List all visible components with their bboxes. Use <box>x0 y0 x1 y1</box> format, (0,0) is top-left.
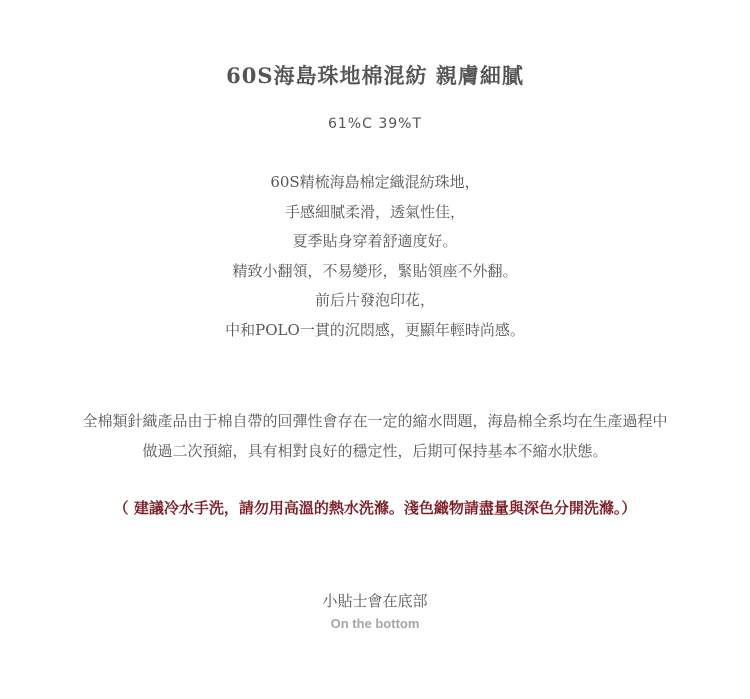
product-title: 60S海島珠地棉混紡 親膚細膩 <box>226 63 524 88</box>
shrinkage-line: 全棉類針織產品由于棉自帶的回彈性會存在一定的縮水問題，海島棉全系均在生產過程中 <box>82 412 668 430</box>
description-line: 手感細膩柔滑，透氣性佳， <box>284 202 465 221</box>
tip-heading: 小貼士會在底部 <box>322 592 428 610</box>
description-line: 前后片發泡印花， <box>314 291 435 310</box>
shrinkage-line: 做過二次預縮，具有相對良好的穩定性，后期可保持基本不縮水狀態。 <box>142 441 608 460</box>
description-line: 夏季貼身穿着舒適度好。 <box>292 232 458 251</box>
description-line: 中和POLO一貫的沉悶感，更顯年輕時尚感。 <box>225 320 525 339</box>
description-line: 精致小翻領，不易變形，緊貼領座不外翻。 <box>232 261 518 280</box>
washing-care-note: （ 建議冷水手洗，請勿用高溫的熱水洗滌。淺色織物請盡量與深色分開洗滌。） <box>113 499 637 517</box>
description-line: 60S精梳海島棉定織混紡珠地， <box>270 173 480 191</box>
shrinkage-note <box>0 407 750 466</box>
tip-subheading: On the bottom <box>330 616 420 631</box>
fabric-composition: 61%C 39%T <box>327 116 422 132</box>
product-description <box>0 168 750 346</box>
